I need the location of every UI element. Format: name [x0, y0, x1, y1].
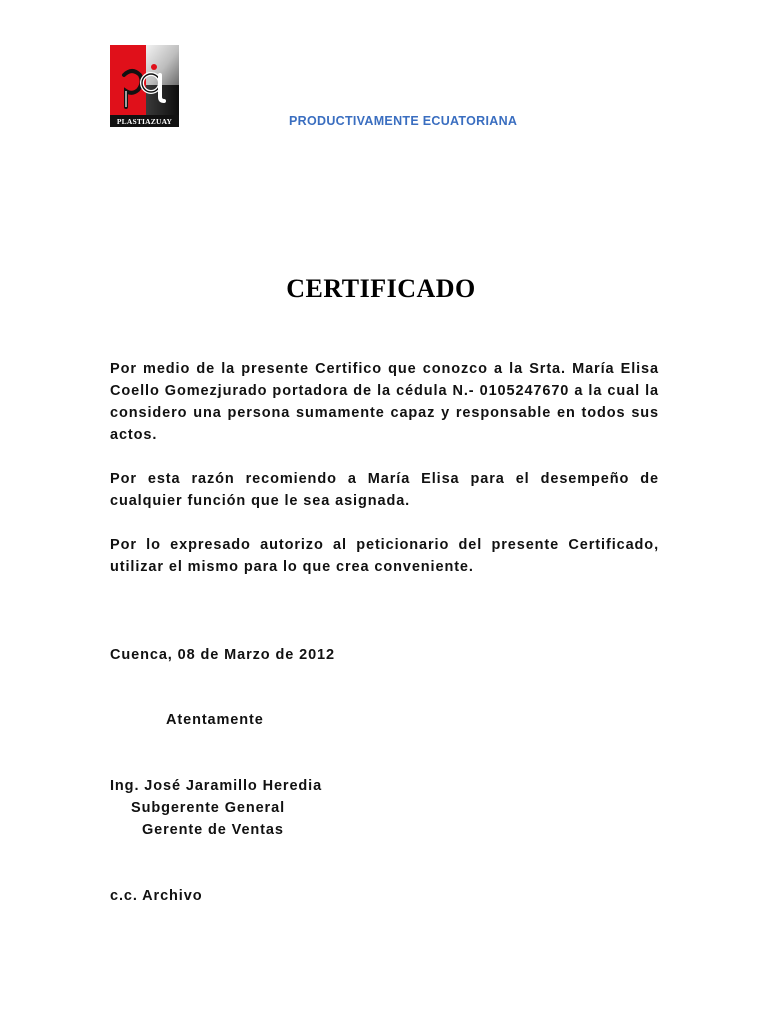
signer-name: Ing. José Jaramillo Heredia — [110, 778, 323, 794]
date-line: Cuenca, 08 de Marzo de 2012 — [110, 647, 335, 663]
paragraph-certification: Por medio de la presente Certifico que conozco a la Srta. María Elisa Coello Gomezjurado portadora de la cédula N.- 0105247670 a la cual la considero una persona sumamente capaz y responsable en todos sus actos. — [110, 361, 659, 443]
plastiazuay-logo-icon — [110, 45, 179, 127]
cc-line: c.c. Archivo — [110, 888, 203, 904]
page-title: CERTIFICADO — [286, 274, 476, 303]
paragraph-authorization: Por lo expresado autorizo al peticionario del presente Certificado, utilizar el mismo para lo que crea conveniente. — [110, 537, 659, 575]
closing: Atentamente — [166, 712, 264, 728]
company-logo — [110, 45, 179, 127]
signer-role-2: Gerente de Ventas — [142, 822, 284, 838]
paragraph-recommendation: Por esta razón recomiendo a María Elisa para el desempeño de cualquier función que le sea asignada. — [110, 471, 659, 509]
signer-role-1: Subgerente General — [131, 800, 285, 816]
logo-caption: PLASTIAZUAY — [116, 117, 173, 126]
slogan: PRODUCTIVAMENTE ECUATORIANA — [289, 114, 518, 128]
